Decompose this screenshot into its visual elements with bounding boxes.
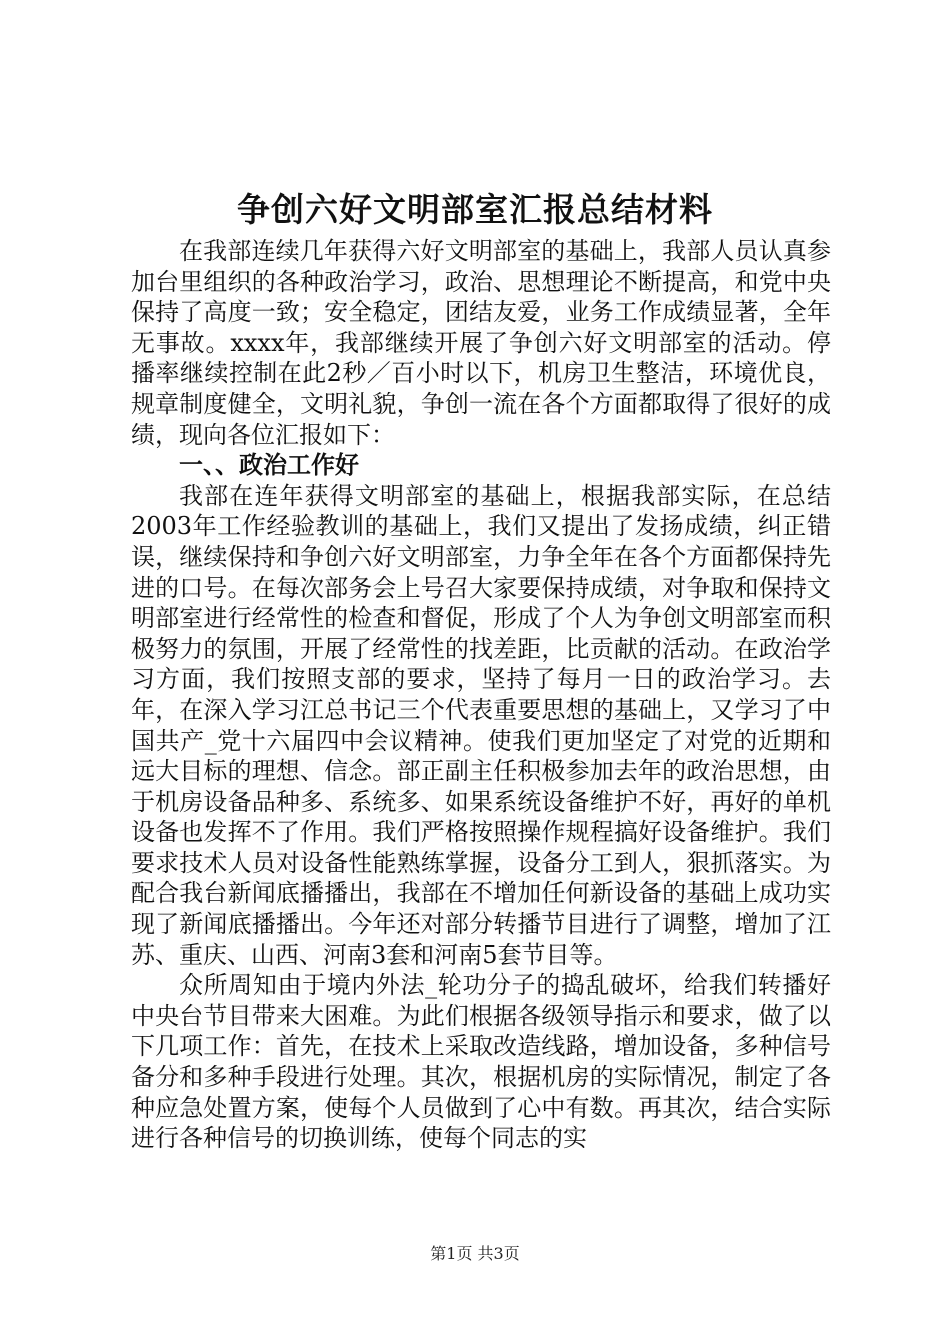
- document-body: [131, 236, 831, 1154]
- document-title: 争创六好文明部室汇报总结材料: [237, 190, 713, 229]
- paragraph-broadcast-security: 众所周知由于境内外法_轮功分子的捣乱破坏，给我们转播好中央台节目带来大困难。为此们根据各级领导指示和要求，做了以下几项工作：首先，在技术上采取改造线路，增加设备，多种信号备分和多种手段进行处理。其次，根据机房的实际情况，制定了各种应急处置方案，使每个人员做到了心中有数。再其次，结合实际进行各种信号的切换训练，使每个同志的实: [131, 971, 831, 1153]
- page-footer: 第1页 共3页: [430, 1244, 520, 1263]
- paragraph-political-work: 我部在连年获得文明部室的基础上，根据我部实际，在总结2003年工作经验教训的基础上，我们又提出了发扬成绩，纠正错误，继续保持和争创六好文明部室，力争全年在各个方面都保持先进的口号。在每次部务会上号召大家要保持成绩，对争取和保持文明部室进行经常性的检查和督促，形成了个人为争创文明部室而积极努力的氛围，开展了经常性的找差距，比贡献的活动。在政治学习方面，我们按照支部的要求，坚持了每月一日的政治学习。去年，在深入学习江总书记三个代表重要思想的基础上，又学习了中国共产_党十六届四中会议精神。使我们更加坚定了对党的近期和远大目标的理想、信念。部正副主任积极参加去年的政治思想，由于机房设备品种多、系统多、如果系统设备维护不好，再好的单机设备也发挥不了作用。我们严格按照操作规程搞好设备维护。我们要求技术人员对设备性能熟练掌握，设备分工到人，狠抓落实。为配合我台新闻底播播出，我部在不增加任何新设备的基础上成功实现了新闻底播播出。今年还对部分转播节目进行了调整，增加了江苏、重庆、山西、河南3套和河南5套节目等。: [131, 481, 831, 969]
- section-heading-political-work: 一、、政治工作好: [179, 450, 359, 480]
- paragraph-intro: 在我部连续几年获得六好文明部室的基础上，我部人员认真参加台里组织的各种政治学习，政治、思想理论不断提高，和党中央保持了高度一致；安全稳定，团结友爱，业务工作成绩显著，全年无事故。xxxx年，我部继续开展了争创六好文明部室的活动。停播率继续控制在此2秒／百小时以下，机房卫生整洁，环境优良，规章制度健全，文明礼貌，争创一流在各个方面都取得了很好的成绩，现向各位汇报如下：: [131, 237, 831, 449]
